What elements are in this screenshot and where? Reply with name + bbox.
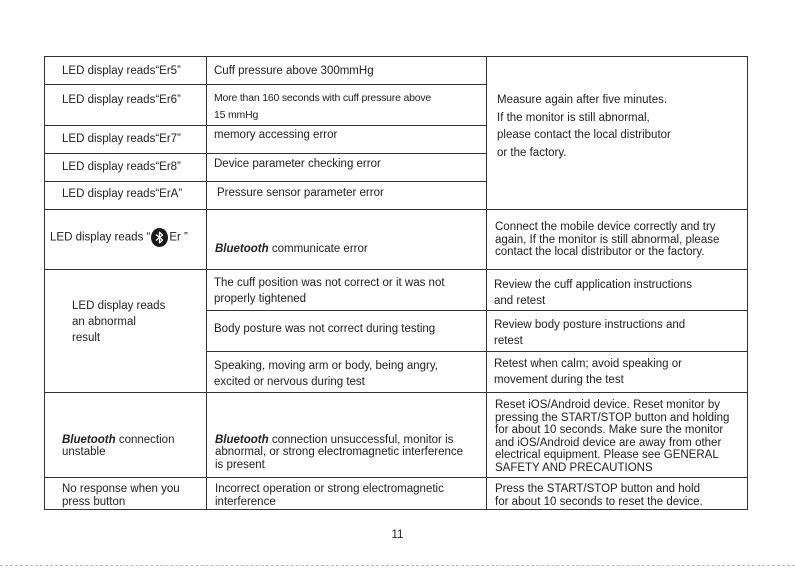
row-divider [45,153,486,154]
row-divider [45,181,486,182]
display-era: LED display reads“ErA” [62,188,183,200]
display-bt-error [50,228,188,247]
row-divider [206,310,748,311]
display-bt-unstable-italic: Bluetooth [62,433,116,446]
solution-abnormal-2: Review body posture instructions and retest [494,319,686,347]
cause-bt-error [215,229,368,256]
display-bt-prefix: LED display reads “ [50,231,151,244]
page-number: 11 [391,529,404,541]
cause-er8: Device parameter checking error [214,158,381,170]
cause-no-response: Incorrect operation or strong electromagnetic interference [215,483,444,508]
cause-abnormal-1: The cuff position was not correct or it was not properly tightened [214,277,445,305]
col-divider-2 [486,57,487,510]
display-er5: LED display reads“Er5” [62,65,181,77]
cause-abnormal-2: Body posture was not correct during testing [214,323,436,335]
row-divider [45,125,486,126]
solution-bt-error: Connect the mobile device correctly and try again, If the monitor is still abnormal, please contact the local distributor or the factory. [495,221,720,258]
cause-bt-rest: communicate error [268,242,368,255]
display-bt-suffix: Er ” [169,231,188,244]
display-no-response: No response when you press button [62,483,180,508]
solution-er-group: Measure again after five minutes. If the monitor is still abnormal, please contact the local distributor or the factory. [497,94,671,159]
cause-er5: Cuff pressure above 300mmHg [214,65,374,77]
row-divider [45,84,486,85]
row-divider [45,209,748,210]
row-divider [45,477,748,478]
page-edge-rule [0,565,795,566]
cause-bt-unstable [215,421,463,471]
row-divider [206,351,748,352]
solution-abnormal-1: Review the cuff application instructions and retest [494,279,692,307]
solution-no-response: Press the START/STOP button and hold for about 10 seconds to reset the device. [495,483,703,508]
cause-bt-unstable-italic: Bluetooth [215,433,269,446]
display-bt-unstable-rest: connection unstable [62,433,175,458]
cause-er6: More than 160 seconds with cuff pressure above 15 mmHg [214,92,432,121]
cause-bt-unstable-rest: connection unsuccessful, monitor is abnormal, or strong electromagnetic interference is present [215,433,464,471]
troubleshooting-table [44,56,748,510]
row-divider [45,269,748,270]
cause-bt-italic: Bluetooth [215,242,269,255]
display-abnormal: LED display reads an abnormal result [72,300,166,344]
display-er6: LED display reads“Er6” [62,94,181,106]
row-divider [45,392,748,393]
cause-er7: memory accessing error [214,129,338,141]
display-bt-unstable [62,421,174,459]
cause-era: Pressure sensor parameter error [217,187,384,199]
solution-abnormal-3: Retest when calm; avoid speaking or movement during the test [494,358,682,386]
bluetooth-icon [151,228,168,247]
cause-abnormal-3: Speaking, moving arm or body, being angry, excited or nervous during test [214,360,438,388]
solution-bt-unstable: Reset iOS/Android device. Reset monitor by pressing the START/STOP button and holding for about 10 seconds. Make sure the monitor and iOS/Android device are away from other electrical equipment. Please see GENERAL SAFETY AND PRECAUTIONS [495,399,730,474]
display-er7: LED display reads“Er7” [62,133,181,145]
display-er8: LED display reads“Er8” [62,161,181,173]
